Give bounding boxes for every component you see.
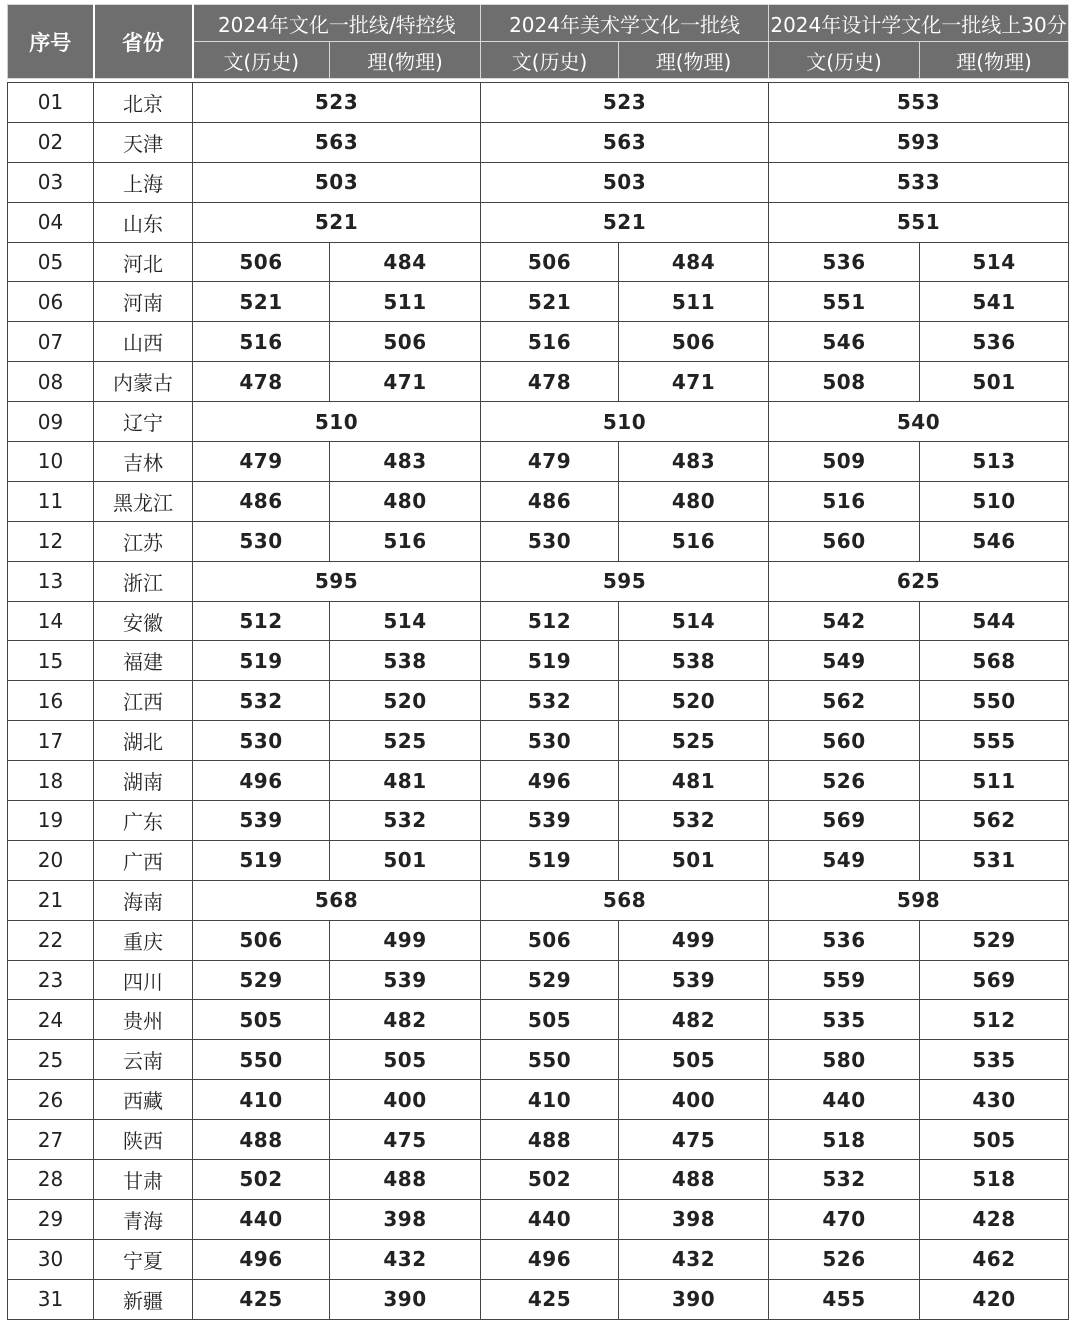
score-wen: 550 xyxy=(481,1040,619,1080)
score-wen: 486 xyxy=(193,481,330,521)
score-li: 538 xyxy=(619,641,769,681)
table-row xyxy=(8,561,1069,601)
score-wen: 488 xyxy=(193,1120,330,1160)
score-wen: 536 xyxy=(769,920,920,960)
score-li: 512 xyxy=(920,1000,1069,1040)
score-li: 511 xyxy=(330,282,481,322)
table-row xyxy=(8,122,1069,162)
row-index: 01 xyxy=(8,83,94,123)
score-li: 484 xyxy=(330,242,481,282)
score-wen: 536 xyxy=(769,242,920,282)
score-li: 536 xyxy=(920,322,1069,362)
score-wen: 526 xyxy=(769,761,920,801)
province-name: 江西 xyxy=(94,681,193,721)
score-combined: 568 xyxy=(481,880,769,920)
score-li: 398 xyxy=(330,1199,481,1239)
province-name: 陕西 xyxy=(94,1120,193,1160)
score-li: 510 xyxy=(920,481,1069,521)
score-wen: 551 xyxy=(769,282,920,322)
score-wen: 410 xyxy=(193,1080,330,1120)
province-name: 海南 xyxy=(94,880,193,920)
score-combined: 523 xyxy=(193,83,481,123)
score-li: 390 xyxy=(619,1279,769,1319)
score-wen: 425 xyxy=(193,1279,330,1319)
score-li: 506 xyxy=(330,322,481,362)
row-index: 17 xyxy=(8,721,94,761)
score-li: 532 xyxy=(330,801,481,841)
score-li: 568 xyxy=(920,641,1069,681)
score-li: 482 xyxy=(330,1000,481,1040)
score-li: 525 xyxy=(619,721,769,761)
table-row xyxy=(8,1080,1069,1120)
header-group-3: 2024年设计学文化一批线上30分 xyxy=(769,5,1069,42)
row-index: 06 xyxy=(8,282,94,322)
score-wen: 516 xyxy=(481,322,619,362)
province-name: 北京 xyxy=(94,83,193,123)
province-name: 青海 xyxy=(94,1199,193,1239)
province-name: 西藏 xyxy=(94,1080,193,1120)
province-name: 新疆 xyxy=(94,1279,193,1319)
table-row xyxy=(8,840,1069,880)
score-li: 398 xyxy=(619,1199,769,1239)
row-index: 28 xyxy=(8,1160,94,1200)
score-wen: 496 xyxy=(481,761,619,801)
row-index: 23 xyxy=(8,960,94,1000)
score-wen: 569 xyxy=(769,801,920,841)
score-li: 390 xyxy=(330,1279,481,1319)
province-name: 河南 xyxy=(94,282,193,322)
score-wen: 506 xyxy=(193,242,330,282)
header-li: 理(物理) xyxy=(619,42,769,79)
province-name: 山东 xyxy=(94,202,193,242)
score-li: 505 xyxy=(330,1040,481,1080)
score-li: 462 xyxy=(920,1239,1069,1279)
score-wen: 526 xyxy=(769,1239,920,1279)
score-li: 501 xyxy=(920,362,1069,402)
score-wen: 519 xyxy=(193,840,330,880)
row-index: 11 xyxy=(8,481,94,521)
score-wen: 519 xyxy=(481,641,619,681)
score-li: 514 xyxy=(619,601,769,641)
score-li: 532 xyxy=(619,801,769,841)
score-wen: 560 xyxy=(769,721,920,761)
row-index: 10 xyxy=(8,442,94,482)
table-row xyxy=(8,880,1069,920)
table-row xyxy=(8,402,1069,442)
province-name: 四川 xyxy=(94,960,193,1000)
score-combined: 553 xyxy=(769,83,1069,123)
row-index: 13 xyxy=(8,561,94,601)
table-row xyxy=(8,1239,1069,1279)
score-wen: 516 xyxy=(193,322,330,362)
score-li: 420 xyxy=(920,1279,1069,1319)
score-wen: 479 xyxy=(193,442,330,482)
table-row xyxy=(8,681,1069,721)
score-li: 471 xyxy=(330,362,481,402)
score-wen: 512 xyxy=(193,601,330,641)
table-row xyxy=(8,521,1069,561)
score-wen: 505 xyxy=(193,1000,330,1040)
score-combined: 595 xyxy=(481,561,769,601)
score-combined: 563 xyxy=(193,122,481,162)
table-row xyxy=(8,83,1069,123)
score-wen: 562 xyxy=(769,681,920,721)
score-wen: 518 xyxy=(769,1120,920,1160)
score-wen: 502 xyxy=(481,1160,619,1200)
province-name: 广西 xyxy=(94,840,193,880)
row-index: 18 xyxy=(8,761,94,801)
score-wen: 410 xyxy=(481,1080,619,1120)
table-row xyxy=(8,362,1069,402)
score-li: 501 xyxy=(619,840,769,880)
score-li: 546 xyxy=(920,521,1069,561)
table-row xyxy=(8,761,1069,801)
score-li: 428 xyxy=(920,1199,1069,1239)
score-li: 475 xyxy=(619,1120,769,1160)
score-li: 430 xyxy=(920,1080,1069,1120)
row-index: 08 xyxy=(8,362,94,402)
score-wen: 532 xyxy=(481,681,619,721)
province-name: 吉林 xyxy=(94,442,193,482)
row-index: 29 xyxy=(8,1199,94,1239)
province-name: 云南 xyxy=(94,1040,193,1080)
score-li: 400 xyxy=(330,1080,481,1120)
score-wen: 508 xyxy=(769,362,920,402)
score-li: 514 xyxy=(920,242,1069,282)
score-li: 535 xyxy=(920,1040,1069,1080)
score-wen: 550 xyxy=(193,1040,330,1080)
score-li: 516 xyxy=(619,521,769,561)
score-wen: 509 xyxy=(769,442,920,482)
score-wen: 512 xyxy=(481,601,619,641)
header-li: 理(物理) xyxy=(330,42,481,79)
score-wen: 521 xyxy=(193,282,330,322)
score-combined: 521 xyxy=(193,202,481,242)
score-wen: 496 xyxy=(481,1239,619,1279)
score-wen: 506 xyxy=(481,920,619,960)
score-li: 520 xyxy=(619,681,769,721)
province-name: 广东 xyxy=(94,801,193,841)
province-name: 湖北 xyxy=(94,721,193,761)
score-li: 529 xyxy=(920,920,1069,960)
province-name: 浙江 xyxy=(94,561,193,601)
score-li: 432 xyxy=(619,1239,769,1279)
score-wen: 506 xyxy=(193,920,330,960)
score-li: 480 xyxy=(330,481,481,521)
score-li: 499 xyxy=(330,920,481,960)
score-combined: 568 xyxy=(193,880,481,920)
table-row xyxy=(8,801,1069,841)
score-li: 555 xyxy=(920,721,1069,761)
score-wen: 496 xyxy=(193,761,330,801)
row-index: 19 xyxy=(8,801,94,841)
score-li: 501 xyxy=(330,840,481,880)
score-li: 518 xyxy=(920,1160,1069,1200)
score-li: 505 xyxy=(619,1040,769,1080)
score-li: 511 xyxy=(619,282,769,322)
table-row xyxy=(8,641,1069,681)
score-wen: 502 xyxy=(193,1160,330,1200)
score-wen: 488 xyxy=(481,1120,619,1160)
score-combined: 593 xyxy=(769,122,1069,162)
score-wen: 505 xyxy=(481,1000,619,1040)
score-li: 516 xyxy=(330,521,481,561)
row-index: 02 xyxy=(8,122,94,162)
score-combined: 503 xyxy=(481,162,769,202)
row-index: 26 xyxy=(8,1080,94,1120)
score-wen: 496 xyxy=(193,1239,330,1279)
score-wen: 529 xyxy=(193,960,330,1000)
province-name: 湖南 xyxy=(94,761,193,801)
row-index: 24 xyxy=(8,1000,94,1040)
score-li: 513 xyxy=(920,442,1069,482)
score-wen: 549 xyxy=(769,840,920,880)
row-index: 25 xyxy=(8,1040,94,1080)
score-combined: 551 xyxy=(769,202,1069,242)
score-combined: 598 xyxy=(769,880,1069,920)
score-wen: 546 xyxy=(769,322,920,362)
score-li: 483 xyxy=(619,442,769,482)
score-combined: 540 xyxy=(769,402,1069,442)
score-wen: 535 xyxy=(769,1000,920,1040)
row-index: 22 xyxy=(8,920,94,960)
score-li: 471 xyxy=(619,362,769,402)
score-combined: 503 xyxy=(193,162,481,202)
score-li: 506 xyxy=(619,322,769,362)
header-wen: 文(历史) xyxy=(193,42,330,79)
score-wen: 521 xyxy=(481,282,619,322)
score-wen: 440 xyxy=(481,1199,619,1239)
province-name: 内蒙古 xyxy=(94,362,193,402)
score-wen: 532 xyxy=(193,681,330,721)
table-row xyxy=(8,242,1069,282)
score-wen: 516 xyxy=(769,481,920,521)
score-table xyxy=(7,4,1069,1320)
score-li: 562 xyxy=(920,801,1069,841)
score-combined: 595 xyxy=(193,561,481,601)
province-name: 黑龙江 xyxy=(94,481,193,521)
row-index: 30 xyxy=(8,1239,94,1279)
table-row xyxy=(8,920,1069,960)
table-row xyxy=(8,481,1069,521)
score-li: 483 xyxy=(330,442,481,482)
header-group-2: 2024年美术学文化一批线 xyxy=(481,5,769,42)
score-li: 482 xyxy=(619,1000,769,1040)
header-li: 理(物理) xyxy=(920,42,1069,79)
province-name: 重庆 xyxy=(94,920,193,960)
table-body xyxy=(8,83,1069,1320)
score-wen: 506 xyxy=(481,242,619,282)
score-li: 511 xyxy=(920,761,1069,801)
score-wen: 560 xyxy=(769,521,920,561)
score-wen: 455 xyxy=(769,1279,920,1319)
score-wen: 519 xyxy=(481,840,619,880)
score-wen: 539 xyxy=(193,801,330,841)
score-li: 481 xyxy=(330,761,481,801)
province-name: 宁夏 xyxy=(94,1239,193,1279)
table-row xyxy=(8,322,1069,362)
row-index: 07 xyxy=(8,322,94,362)
province-name: 河北 xyxy=(94,242,193,282)
score-li: 531 xyxy=(920,840,1069,880)
score-wen: 470 xyxy=(769,1199,920,1239)
score-combined: 533 xyxy=(769,162,1069,202)
province-name: 上海 xyxy=(94,162,193,202)
province-name: 福建 xyxy=(94,641,193,681)
score-li: 541 xyxy=(920,282,1069,322)
row-index: 05 xyxy=(8,242,94,282)
score-li: 499 xyxy=(619,920,769,960)
score-wen: 580 xyxy=(769,1040,920,1080)
score-li: 480 xyxy=(619,481,769,521)
row-index: 21 xyxy=(8,880,94,920)
province-name: 甘肃 xyxy=(94,1160,193,1200)
table-row xyxy=(8,1199,1069,1239)
province-name: 江苏 xyxy=(94,521,193,561)
header-wen: 文(历史) xyxy=(481,42,619,79)
table-row xyxy=(8,960,1069,1000)
score-li: 550 xyxy=(920,681,1069,721)
province-name: 贵州 xyxy=(94,1000,193,1040)
score-li: 432 xyxy=(330,1239,481,1279)
score-wen: 478 xyxy=(481,362,619,402)
score-wen: 539 xyxy=(481,801,619,841)
row-index: 15 xyxy=(8,641,94,681)
header-wen: 文(历史) xyxy=(769,42,920,79)
table-row xyxy=(8,202,1069,242)
province-name: 辽宁 xyxy=(94,402,193,442)
table-row xyxy=(8,1120,1069,1160)
score-li: 544 xyxy=(920,601,1069,641)
row-index: 31 xyxy=(8,1279,94,1319)
score-li: 538 xyxy=(330,641,481,681)
row-index: 03 xyxy=(8,162,94,202)
score-wen: 530 xyxy=(481,521,619,561)
score-wen: 519 xyxy=(193,641,330,681)
score-li: 481 xyxy=(619,761,769,801)
score-combined: 523 xyxy=(481,83,769,123)
table-row xyxy=(8,162,1069,202)
score-combined: 563 xyxy=(481,122,769,162)
score-wen: 425 xyxy=(481,1279,619,1319)
province-name: 山西 xyxy=(94,322,193,362)
score-wen: 549 xyxy=(769,641,920,681)
table-row xyxy=(8,1279,1069,1319)
score-li: 514 xyxy=(330,601,481,641)
header-index: 序号 xyxy=(8,5,94,79)
score-wen: 530 xyxy=(481,721,619,761)
table-row xyxy=(8,1000,1069,1040)
score-wen: 530 xyxy=(193,721,330,761)
score-combined: 510 xyxy=(193,402,481,442)
score-wen: 440 xyxy=(193,1199,330,1239)
table-row xyxy=(8,442,1069,482)
score-li: 400 xyxy=(619,1080,769,1120)
score-wen: 486 xyxy=(481,481,619,521)
score-li: 475 xyxy=(330,1120,481,1160)
table-row xyxy=(8,1040,1069,1080)
table-row xyxy=(8,721,1069,761)
score-wen: 529 xyxy=(481,960,619,1000)
score-combined: 510 xyxy=(481,402,769,442)
score-wen: 559 xyxy=(769,960,920,1000)
score-li: 569 xyxy=(920,960,1069,1000)
score-li: 525 xyxy=(330,721,481,761)
score-li: 505 xyxy=(920,1120,1069,1160)
score-combined: 625 xyxy=(769,561,1069,601)
table-row xyxy=(8,1160,1069,1200)
score-wen: 479 xyxy=(481,442,619,482)
score-li: 484 xyxy=(619,242,769,282)
row-index: 27 xyxy=(8,1120,94,1160)
score-wen: 532 xyxy=(769,1160,920,1200)
row-index: 04 xyxy=(8,202,94,242)
score-li: 488 xyxy=(330,1160,481,1200)
score-combined: 521 xyxy=(481,202,769,242)
score-wen: 542 xyxy=(769,601,920,641)
row-index: 12 xyxy=(8,521,94,561)
header-group-1: 2024年文化一批线/特控线 xyxy=(193,5,481,42)
score-li: 488 xyxy=(619,1160,769,1200)
score-li: 539 xyxy=(330,960,481,1000)
row-index: 20 xyxy=(8,840,94,880)
score-wen: 478 xyxy=(193,362,330,402)
score-wen: 440 xyxy=(769,1080,920,1120)
row-index: 09 xyxy=(8,402,94,442)
table-row xyxy=(8,282,1069,322)
row-index: 14 xyxy=(8,601,94,641)
score-wen: 530 xyxy=(193,521,330,561)
score-li: 520 xyxy=(330,681,481,721)
province-name: 安徽 xyxy=(94,601,193,641)
row-index: 16 xyxy=(8,681,94,721)
province-name: 天津 xyxy=(94,122,193,162)
header-province: 省份 xyxy=(94,5,193,79)
score-li: 539 xyxy=(619,960,769,1000)
table-row xyxy=(8,601,1069,641)
